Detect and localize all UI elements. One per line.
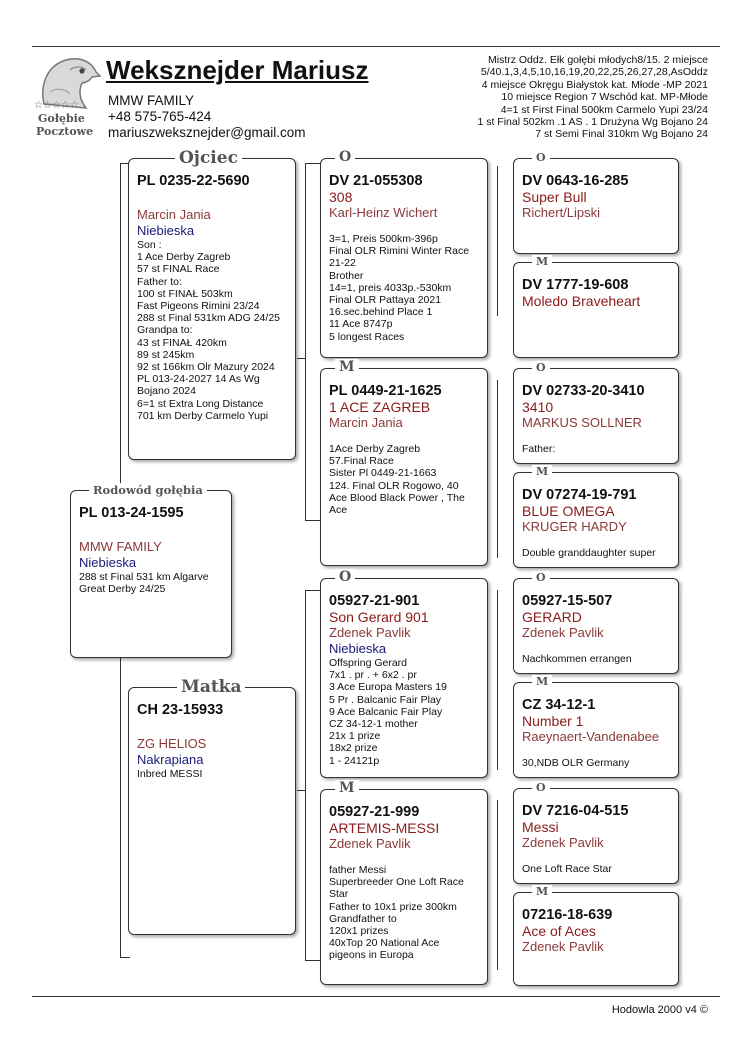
fff-label: O xyxy=(532,151,550,164)
mf-label: O xyxy=(335,569,355,585)
fmf-breeder: MARKUS SOLLNER xyxy=(522,415,642,430)
fmf-card[interactable] xyxy=(513,361,679,464)
father-breeder: Marcin Jania xyxy=(137,207,211,222)
logo xyxy=(30,52,102,142)
fff-breeder: Richert/Lipski xyxy=(522,205,601,220)
grand-bracket xyxy=(497,800,498,970)
mm-name: ARTEMIS-MESSI xyxy=(329,820,440,836)
logo-text-line2: Pocztowe xyxy=(36,125,94,138)
mf-name: Son Gerard 901 xyxy=(329,609,429,625)
footer-software: Hodowla 2000 v4 © xyxy=(611,1004,708,1016)
bracket-tick xyxy=(305,163,320,164)
bracket-tick xyxy=(305,590,320,591)
ff-ring: DV 21-055308 xyxy=(329,173,423,189)
mfm-notes: 30,NDB OLR Germany xyxy=(522,757,630,769)
fmm-label: M xyxy=(532,465,552,478)
bracket-tick xyxy=(305,960,320,961)
mf-color: Niebieska xyxy=(329,641,387,656)
pedigree-label: Rodowód gołębia xyxy=(89,483,207,497)
achievements-list: Mistrz Oddz. Ełk gołębi młodych8/15. 2 miejsce 5/40.1,3,4,5,10,16,19,20,22,25,26,27,28,AsOddz 4 miejsce Okręgu Białystok kat. Młode -MP 2021 10 miejsce Region 7 Wschód kat. MP-Młode 4=1 st First Final 500km Carmelo Yupi 23/24 1 st Final 502km .1 AS . 1 Drużyna Wg Bojano 24 7 st Semi Final 310km Wg Bojano 24 xyxy=(477,54,708,141)
mm-label: M xyxy=(335,780,359,796)
mff-notes: Nachkommen errangen xyxy=(522,653,632,665)
mother-bracket xyxy=(305,590,306,960)
mm-ring: 05927-21-999 xyxy=(329,804,420,820)
mother-color: Nakrapiana xyxy=(137,752,204,767)
logo-stars: ☆☆☆☆☆ xyxy=(34,100,79,111)
fm-label: M xyxy=(335,359,359,375)
fmf-name: 3410 xyxy=(522,399,554,415)
fm-card[interactable] xyxy=(320,359,488,566)
mff-ring: 05927-15-507 xyxy=(522,593,613,609)
subject-ring: PL 013-24-1595 xyxy=(79,505,184,521)
fm-breeder: Marcin Jania xyxy=(329,415,403,430)
mff-breeder: Zdenek Pavlik xyxy=(522,625,604,640)
mmf-ring: DV 7216-04-515 xyxy=(522,803,629,819)
ffm-ring: DV 1777-19-608 xyxy=(522,277,629,293)
subject-card[interactable] xyxy=(70,483,232,658)
bracket-tick xyxy=(297,358,305,359)
mother-ring: CH 23-15933 xyxy=(137,702,224,718)
mmf-notes: One Loft Race Star xyxy=(522,863,612,875)
mother-card[interactable] xyxy=(128,677,296,935)
grand-bracket xyxy=(497,166,498,316)
ffm-name: Moledo Braveheart xyxy=(522,293,641,309)
mfm-name: Number 1 xyxy=(522,713,584,729)
father-color: Niebieska xyxy=(137,223,195,238)
fm-ring: PL 0449-21-1625 xyxy=(329,383,442,399)
mmm-card[interactable] xyxy=(513,885,679,986)
mff-name: GERARD xyxy=(522,609,582,625)
ffm-label: M xyxy=(532,255,552,268)
mmm-breeder: Zdenek Pavlik xyxy=(522,939,604,954)
logo-text-line1: Gołębie xyxy=(38,112,85,125)
mf-breeder: Zdenek Pavlik xyxy=(329,625,411,640)
father-notes: Son : 1 Ace Derby Zagreb 57 st FINAL Race Father to: 100 st FINAŁ 503km Fast Pigeons Rimini 23/24 288 st Final 531km ADG 24/25 Grandpa to: 43 st FINAŁ 420km 89 st 245km 92 st 166km Olr Mazury 2024 PL 013-24-2027 14 As Wg Bojano 2024 6=1 st Extra Long Distance 701 km Derby Carmelo Yupi xyxy=(137,239,280,422)
fmm-card[interactable] xyxy=(513,465,679,568)
mmm-name: Ace of Aces xyxy=(522,923,596,939)
subject-breeder: MMW FAMILY xyxy=(79,539,162,554)
mm-notes: father Messi Superbreeder One Loft Race Star Father to 10x1 prize 300km Grandfather to 120x1 prizes 40xTop 20 National Ace pigeons in Europa xyxy=(329,864,464,962)
mf-ring: 05927-21-901 xyxy=(329,593,420,609)
mm-breeder: Zdenek Pavlik xyxy=(329,836,411,851)
fmf-notes: Father: xyxy=(522,443,556,455)
mother-notes: Inbred MESSI xyxy=(137,768,203,780)
mfm-label: M xyxy=(532,675,552,688)
mf-card[interactable] xyxy=(320,569,488,778)
ff-card[interactable] xyxy=(320,149,488,358)
fff-card[interactable] xyxy=(513,151,679,254)
ff-breeder: Karl-Heinz Wichert xyxy=(329,205,438,220)
mmm-ring: 07216-18-639 xyxy=(522,907,613,923)
fff-name: Super Bull xyxy=(522,189,587,205)
mff-label: O xyxy=(532,571,550,584)
mfm-breeder: Raeynaert-Vandenabee xyxy=(522,729,660,744)
mother-breeder: ZG HELIOS xyxy=(137,736,207,751)
owner-email[interactable]: mariuszweksznejder@gmail.com xyxy=(108,125,306,140)
mf-notes: Offspring Gerard 7x1 . pr . + 6x2 . pr 3 Ace Europa Masters 19 5 Pr . Balcanic Fair Play 9 Ace Balcanic Fair Play CZ 34-12-1 mother 21x 1 prize 18x2 prize 1 - 24121p xyxy=(329,657,447,767)
owner-phone: +48 575-765-424 xyxy=(108,109,212,124)
ffm-card[interactable] xyxy=(513,255,679,358)
mother-label: Matka xyxy=(177,677,245,697)
father-label: Ojciec xyxy=(175,148,242,168)
grand-bracket xyxy=(497,590,498,770)
subject-notes: 288 st Final 531 km Algarve Great Derby 24/25 xyxy=(79,571,209,596)
mmf-breeder: Zdenek Pavlik xyxy=(522,835,604,850)
father-card[interactable] xyxy=(128,148,296,460)
bracket-tick xyxy=(297,790,305,791)
mmf-card[interactable] xyxy=(513,781,679,884)
fmm-breeder: KRUGER HARDY xyxy=(522,519,627,534)
grand-bracket xyxy=(497,380,498,558)
bracket-tick xyxy=(305,520,320,521)
mmf-name: Messi xyxy=(522,819,559,835)
owner-family: MMW FAMILY xyxy=(108,93,194,108)
father-bracket xyxy=(305,163,306,520)
ff-label: O xyxy=(335,149,355,165)
fm-notes: 1Ace Derby Zagreb 57.Final Race Sister Pl 0449-21-1663 124. Final OLR Rogowo, 40 Ace Blood Black Power , The Ace xyxy=(329,443,465,517)
fmf-ring: DV 02733-20-3410 xyxy=(522,383,645,399)
owner-name: Weksznejder Mariusz xyxy=(106,55,369,85)
bracket-tick xyxy=(120,957,130,958)
ff-notes: 3=1, Preis 500km-396p Final OLR Rimini Winter Race 21-22 Brother 14=1, preis 4033p.-530km Final OLR Pattaya 2021 16.sec.behind Place 1 11 Ace 8747p 5 longest Races xyxy=(329,233,470,343)
ff-name: 308 xyxy=(329,189,353,205)
father-ring: PL 0235-22-5690 xyxy=(137,173,250,189)
fmf-label: O xyxy=(532,361,550,374)
mmf-label: O xyxy=(532,781,550,794)
fmm-notes: Double granddaughter super xyxy=(522,547,656,559)
mmm-label: M xyxy=(532,885,552,898)
fff-ring: DV 0643-16-285 xyxy=(522,173,629,189)
mfm-card[interactable] xyxy=(513,675,679,778)
mm-card[interactable] xyxy=(320,780,488,985)
fmm-ring: DV 07274-19-791 xyxy=(522,487,637,503)
mfm-ring: CZ 34-12-1 xyxy=(522,697,596,713)
subject-color: Niebieska xyxy=(79,555,137,570)
fmm-name: BLUE OMEGA xyxy=(522,503,615,519)
fm-name: 1 ACE ZAGREB xyxy=(329,399,431,415)
header-top-rule xyxy=(32,46,720,47)
mff-card[interactable] xyxy=(513,571,679,674)
footer-rule xyxy=(32,996,720,997)
